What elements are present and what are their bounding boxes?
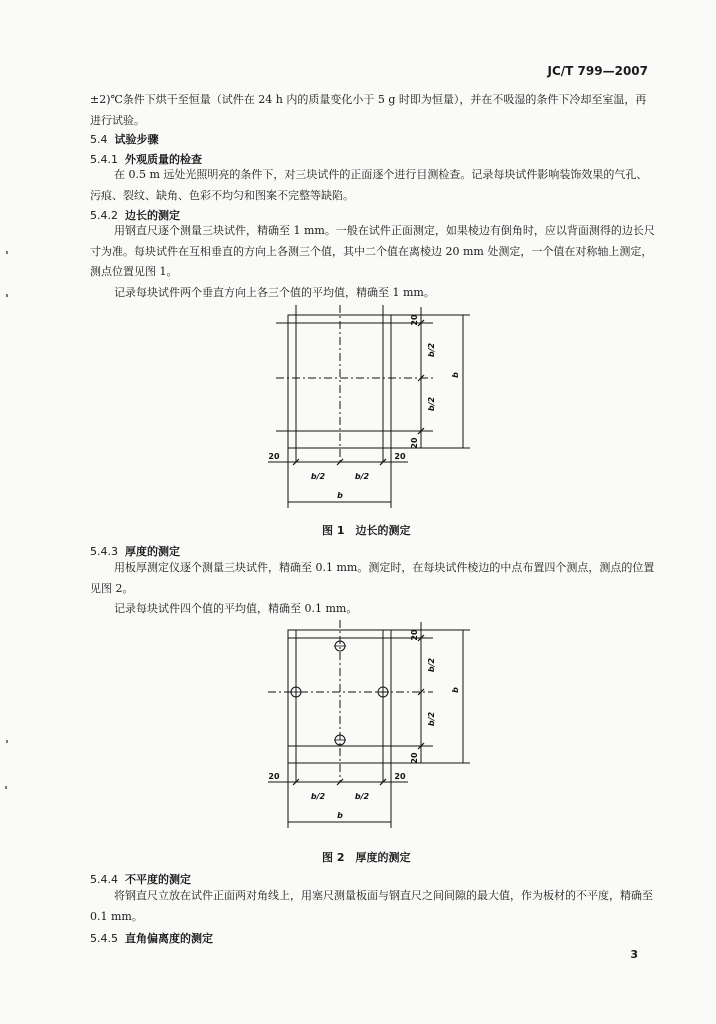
- section-number: 5.4.3: [90, 545, 118, 558]
- dim-label: 20: [394, 452, 406, 461]
- figure-2-caption: 图 2 厚度的测定: [322, 851, 411, 864]
- dim-label: b: [337, 811, 343, 820]
- paragraph-5-4-3-a: 用板厚测定仪逐个测量三块试件，精确至 0.1 mm。测定时，在每块试件棱边的中点布置四个测点，测点的位置见图 2。: [90, 561, 655, 595]
- dim-label: b: [451, 372, 460, 378]
- paragraph-5-4-1: 在 0.5 m 远处光照明亮的条件下，对三块试件的正面逐个进行目测检查。记录每块试件影响装饰效果的气孔、污痕、裂纹、缺角、色彩不均匀和图案不完整等缺陷。: [90, 168, 648, 202]
- paragraph-5-4-4: 将钢直尺立放在试件正面两对角线上，用塞尺测量板面与钢直尺之间间隙的最大值，作为板材的不平度，精确至 0.1 mm。: [90, 889, 653, 923]
- scan-speck: [6, 740, 8, 743]
- section-number: 5.4.4: [90, 873, 118, 886]
- section-title: 边长的测定: [125, 209, 180, 222]
- intro-paragraph: ±2)℃条件下烘干至恒量（试件在 24 h 内的质量变化小于 5 g 时即为恒量），并在不吸湿的条件下冷却至室温，再进行试验。: [90, 93, 647, 127]
- paragraph-5-4-2-a: 用钢直尺逐个测量三块试件，精确至 1 mm。一般在试件正面测定，如果棱边有倒角时，应以背面测得的边长尺寸为准。每块试件在互相垂直的方向上各测三个值，其中二个值在离棱边 20 mm 处测定，一个值在对称轴上测定，测点位置见图 1。: [90, 224, 655, 278]
- dim-label: b: [451, 687, 460, 693]
- dim-label: 20: [410, 314, 419, 326]
- dim-label: 20: [268, 772, 280, 781]
- section-number: 5.4: [90, 133, 108, 146]
- figure-1-diagram: [258, 305, 478, 517]
- scan-speck: [5, 786, 7, 789]
- section-number: 5.4.2: [90, 209, 118, 222]
- scan-speck: [6, 251, 8, 254]
- heading-5-4-3: [90, 543, 180, 559]
- heading-5-4-4: [90, 871, 191, 887]
- dim-label: 20: [410, 752, 419, 764]
- dim-label: b/2: [354, 472, 370, 481]
- standard-code: JC/T 799—2007: [547, 64, 648, 78]
- dim-label: 20: [410, 629, 419, 641]
- dim-label: b/2: [427, 342, 436, 358]
- dim-label: b/2: [310, 792, 326, 801]
- point-crosshairs: [290, 646, 389, 740]
- page-number: 3: [630, 948, 638, 961]
- dim-label: 20: [268, 452, 280, 461]
- section-title: 不平度的测定: [125, 873, 191, 886]
- dim-label: b/2: [354, 792, 370, 801]
- section-title: 直角偏离度的测定: [125, 932, 213, 945]
- dim-label: b: [337, 491, 343, 500]
- figure-1-caption: 图 1 边长的测定: [322, 524, 411, 537]
- dim-label: b/2: [310, 472, 326, 481]
- dim-label: b/2: [427, 711, 436, 727]
- section-number: 5.4.5: [90, 932, 118, 945]
- section-title: 外观质量的检查: [125, 153, 202, 166]
- dim-label: 20: [394, 772, 406, 781]
- heading-5-4: [90, 131, 159, 147]
- paragraph-5-4-3-b: 记录每块试件四个值的平均值，精确至 0.1 mm。: [114, 602, 358, 615]
- section-number: 5.4.1: [90, 153, 118, 166]
- scan-speck: [6, 294, 8, 297]
- figure-2-diagram: [258, 620, 478, 835]
- heading-5-4-5: [90, 930, 213, 946]
- paragraph-5-4-2-b: 记录每块试件两个垂直方向上各三个值的平均值，精确至 1 mm。: [114, 286, 435, 299]
- dim-label: 20: [410, 437, 419, 449]
- dim-label: b/2: [427, 657, 436, 673]
- section-title: 试验步骤: [114, 133, 159, 146]
- dim-label: b/2: [427, 396, 436, 412]
- section-title: 厚度的测定: [125, 545, 180, 558]
